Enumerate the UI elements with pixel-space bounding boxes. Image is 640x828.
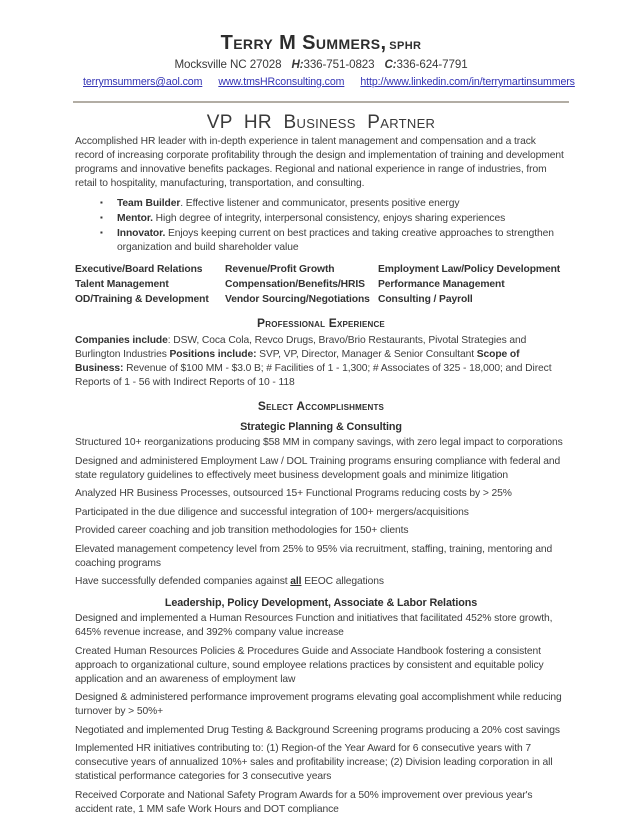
accomplishment-item: Provided career coaching and job transition methodologies for 150+ clients	[75, 525, 409, 536]
accomplishment-item: Analyzed HR Business Processes, outsourced 15+ Functional Programs reducing costs by > 25%	[75, 488, 512, 499]
list-item	[100, 226, 567, 255]
skill-item: Compensation/Benefits/HRIS	[225, 279, 365, 290]
skill-item: Employment Law/Policy Development	[378, 264, 561, 275]
highlight-label: Innovator.	[117, 228, 166, 239]
scope-label: Scope of Business:	[75, 349, 520, 374]
skill-item: OD/Training & Development	[75, 294, 209, 305]
skill-item: Vendor Sourcing/Negotiations	[225, 294, 370, 305]
skills-column-3	[378, 262, 567, 307]
cell-phone	[385, 58, 468, 71]
subheading-strategic-planning: Strategic Planning & Consulting	[240, 421, 402, 433]
bullet-icon: ▪	[100, 228, 103, 237]
accomplishment-item: Participated in the due diligence and successful integration of 100+ mergers/acquisitions	[75, 506, 469, 518]
accomplishment-item	[75, 575, 567, 589]
person-credential: SPHR	[389, 40, 422, 52]
accomplishment-item: Designed and implemented a Human Resources Function and initiatives that facilitated 452% store growth, 645% revenue increase, and 392% company value increase	[75, 613, 553, 638]
person-name: Terry M Summers,	[220, 32, 387, 54]
highlight-label: Team Builder	[117, 198, 181, 209]
skills-column-2	[225, 262, 378, 307]
highlight-text: . Effective listener and communicator, presents positive energy	[180, 198, 460, 209]
highlight-label: Mentor.	[117, 213, 153, 224]
companies-text: : DSW, Coca Cola, Revco Drugs, Bravo/Brio Restaurants, Pivotal Strategies and Burlington Industries	[75, 335, 527, 360]
skills-column-1	[75, 262, 225, 307]
cell-phone-number: 336-624-7791	[396, 58, 468, 71]
accomplishment-item: Negotiated and implemented Drug Testing & Background Screening programs producing a 20% cost savings	[75, 724, 560, 736]
skill-item: Revenue/Profit Growth	[225, 264, 335, 275]
header-divider	[73, 101, 569, 103]
eeoc-post-text: EEOC allegations	[301, 576, 384, 587]
home-phone	[291, 58, 374, 71]
email-link[interactable]: terrymsummers@aol.com	[83, 76, 203, 88]
list-item	[100, 196, 567, 211]
accomplishment-item: Received Corporate and National Safety Program Awards for a 50% improvement over previous year's accident rate, 1 MM safe Work Hours and DOT compliance	[75, 789, 533, 815]
home-phone-number: 336-751-0823	[303, 58, 375, 71]
subheading-leadership-policy: Leadership, Policy Development, Associate & Labor Relations	[164, 597, 478, 609]
accomplishment-item: Structured 10+ reorganizations producing $58 MM in company savings, with zero legal impact to corporations	[75, 437, 563, 448]
summary-paragraph: Accomplished HR leader with in-depth experience in talent management and compensation and a track record of increasing corporate profitability through the design and implementation of training and development programs and innovative benefits packages. Regional and national experience in range of industries, from retail to hospitality, manufacturing, transportation, and consulting.	[75, 136, 564, 189]
highlights-list	[75, 196, 567, 255]
eeoc-emphasis: all	[290, 576, 302, 587]
header-name-line	[75, 32, 567, 54]
skill-item: Talent Management	[75, 279, 169, 290]
skills-grid	[75, 262, 567, 307]
linkedin-link[interactable]: http://www.linkedin.com/in/terrymartinsummers	[360, 76, 575, 88]
scope-text: Revenue of $100 MM - $3.0 B; # Facilities of 1 - 1,300; # Associates of 325 - 18,000; and Direct Reports of 1 - 56 with Indirect Reports of 10 - 118	[75, 363, 552, 388]
skill-item: Executive/Board Relations	[75, 264, 203, 275]
skill-item: Performance Management	[378, 279, 505, 290]
page-title: VP HR Business Partner	[206, 112, 436, 133]
section-heading-professional-experience: Professional Experience	[257, 316, 385, 330]
positions-text: SVP, VP, Director, Manager & Senior Consultant	[256, 349, 477, 360]
companies-label: Companies include	[75, 335, 168, 346]
accomplishment-item: Designed and administered Employment Law / DOL Training programs ensuring compliance with federal and state regulatory guidelines to effectively meet business development goals and minimize litigation	[75, 455, 561, 481]
accomplishment-item: Created Human Resources Policies & Procedures Guide and Associate Handbook fostering a consistent approach to organizational culture, sound employee relations practices by consistent and equitable policy application and an awareness of employment law	[75, 645, 544, 685]
contact-line	[75, 58, 567, 72]
bullet-icon: ▪	[100, 213, 103, 222]
links-line	[75, 75, 575, 89]
accomplishment-item: Implemented HR initiatives contributing to: (1) Region-of the Year Award for 6 consecutive years with 7 consecutive years of annualized 10%+ sales and profitability increase; (2) Division leading corporation in all statistical performance categories for 3 consecutive years	[75, 743, 553, 782]
location: Mocksville NC 27028	[174, 58, 282, 71]
accomplishment-item: Designed & administered performance improvement programs elevating goal accomplishment while reducing turnover by > 50%+	[75, 692, 562, 717]
highlight-text: Enjoys keeping current on best practices and taking creative approaches to strengthen organization and build shareholder value	[117, 228, 554, 253]
experience-summary-paragraph	[75, 334, 567, 390]
website-link[interactable]: www.tmsHRconsulting.com	[218, 76, 345, 88]
list-item	[100, 211, 567, 226]
positions-label: Positions include:	[169, 349, 257, 360]
bullet-icon: ▪	[100, 198, 103, 207]
section-heading-select-accomplishments: Select Accomplishments	[257, 399, 385, 413]
highlight-text: High degree of integrity, interpersonal consistency, enjoys sharing experiences	[152, 213, 506, 224]
skill-item: Consulting / Payroll	[378, 294, 473, 305]
cell-phone-label: C:	[384, 58, 397, 71]
accomplishment-item: Elevated management competency level from 25% to 95% via recruitment, staffing, training, mentoring and coaching programs	[75, 543, 553, 569]
eeoc-pre-text: Have successfully defended companies against	[75, 576, 291, 587]
home-phone-label: H:	[291, 58, 304, 71]
